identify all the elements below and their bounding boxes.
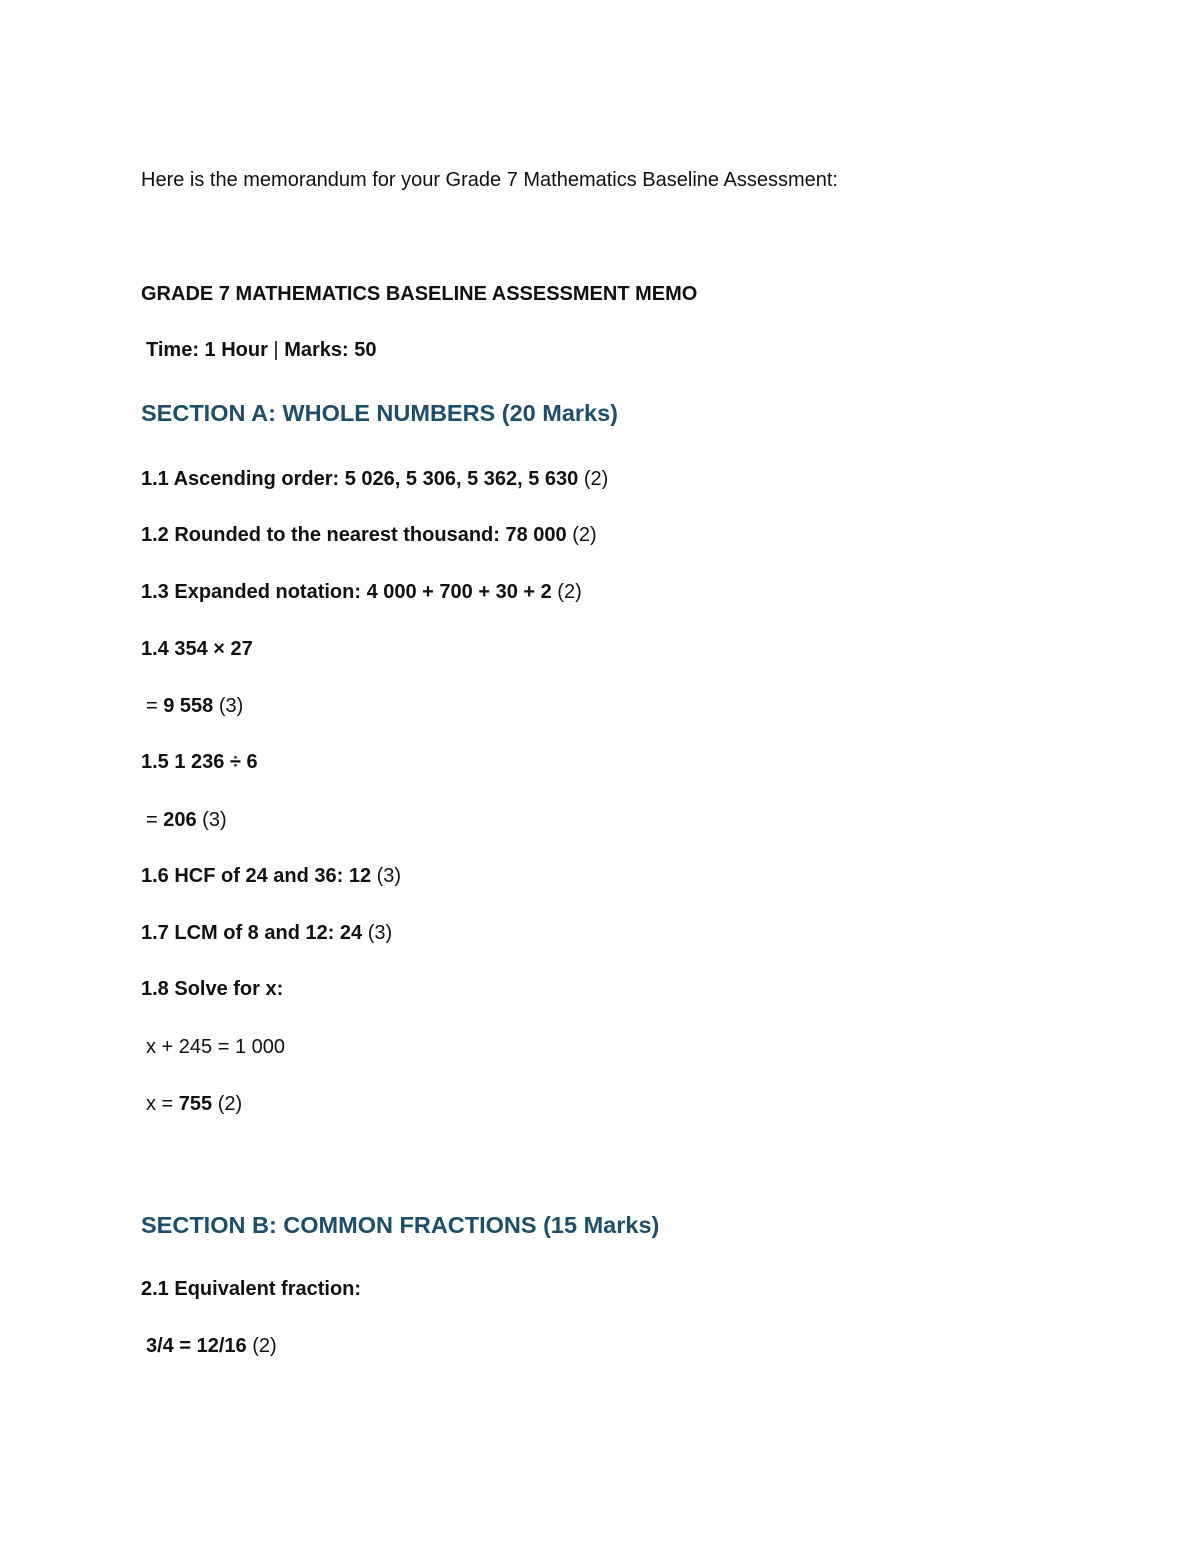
question-1-4-result: 9 558 (163, 695, 214, 717)
question-1-5-result: 206 (163, 809, 197, 831)
question-1-6-marks: (3) (371, 865, 402, 887)
section-a-heading: SECTION A: WHOLE NUMBERS (20 Marks) (141, 400, 619, 426)
question-1-4-answer (146, 693, 243, 719)
question-1-6 (141, 863, 401, 889)
question-2-1-result: 3/4 = 12/16 (146, 1335, 247, 1357)
time-label: Time: 1 Hour (146, 339, 268, 361)
marks-label: Marks: 50 (284, 339, 377, 361)
question-1-1-marks: (2) (578, 468, 609, 490)
question-1-8: 1.8 Solve for x: (141, 978, 284, 1000)
question-1-4-marks: (3) (213, 695, 244, 717)
question-1-8-marks: (2) (212, 1093, 243, 1115)
section-b-heading: SECTION B: COMMON FRACTIONS (15 Marks) (141, 1212, 660, 1238)
question-2-1-marks: (2) (246, 1335, 277, 1357)
question-1-7-marks: (3) (362, 922, 393, 944)
question-1-8-prefix: x = (146, 1093, 179, 1115)
question-1-4: 1.4 354 × 27 (141, 638, 253, 660)
intro-text: Here is the memorandum for your Grade 7 Mathematics Baseline Assessment: (141, 169, 838, 191)
question-2-1: 2.1 Equivalent fraction: (141, 1278, 362, 1300)
question-1-5-prefix: = (146, 809, 164, 831)
question-1-8-step: x + 245 = 1 000 (146, 1036, 286, 1058)
question-1-4-prefix: = (146, 695, 164, 717)
question-1-3-text: 1.3 Expanded notation: 4 000 + 700 + 30 + 2 (141, 581, 552, 603)
question-1-7-text: 1.7 LCM of 8 and 12: 24 (141, 922, 363, 944)
question-1-2-marks: (2) (566, 524, 597, 546)
question-2-1-answer (146, 1333, 277, 1359)
question-1-3 (141, 579, 582, 605)
question-1-1 (141, 466, 608, 492)
question-1-5: 1.5 1 236 ÷ 6 (141, 751, 258, 773)
question-1-2 (141, 522, 597, 548)
time-marks-line (146, 337, 376, 363)
question-1-5-answer (146, 807, 227, 833)
question-1-1-text: 1.1 Ascending order: 5 026, 5 306, 5 362, 5 630 (141, 468, 579, 490)
memo-title: GRADE 7 MATHEMATICS BASELINE ASSESSMENT MEMO (141, 283, 698, 305)
separator: | (267, 339, 285, 361)
question-1-3-marks: (2) (551, 581, 582, 603)
question-1-8-answer (146, 1091, 242, 1117)
question-1-5-marks: (3) (196, 809, 227, 831)
question-1-7 (141, 920, 392, 946)
question-1-8-result: 755 (178, 1093, 213, 1115)
question-1-6-text: 1.6 HCF of 24 and 36: 12 (141, 865, 372, 887)
question-1-2-text: 1.2 Rounded to the nearest thousand: 78 000 (141, 524, 567, 546)
